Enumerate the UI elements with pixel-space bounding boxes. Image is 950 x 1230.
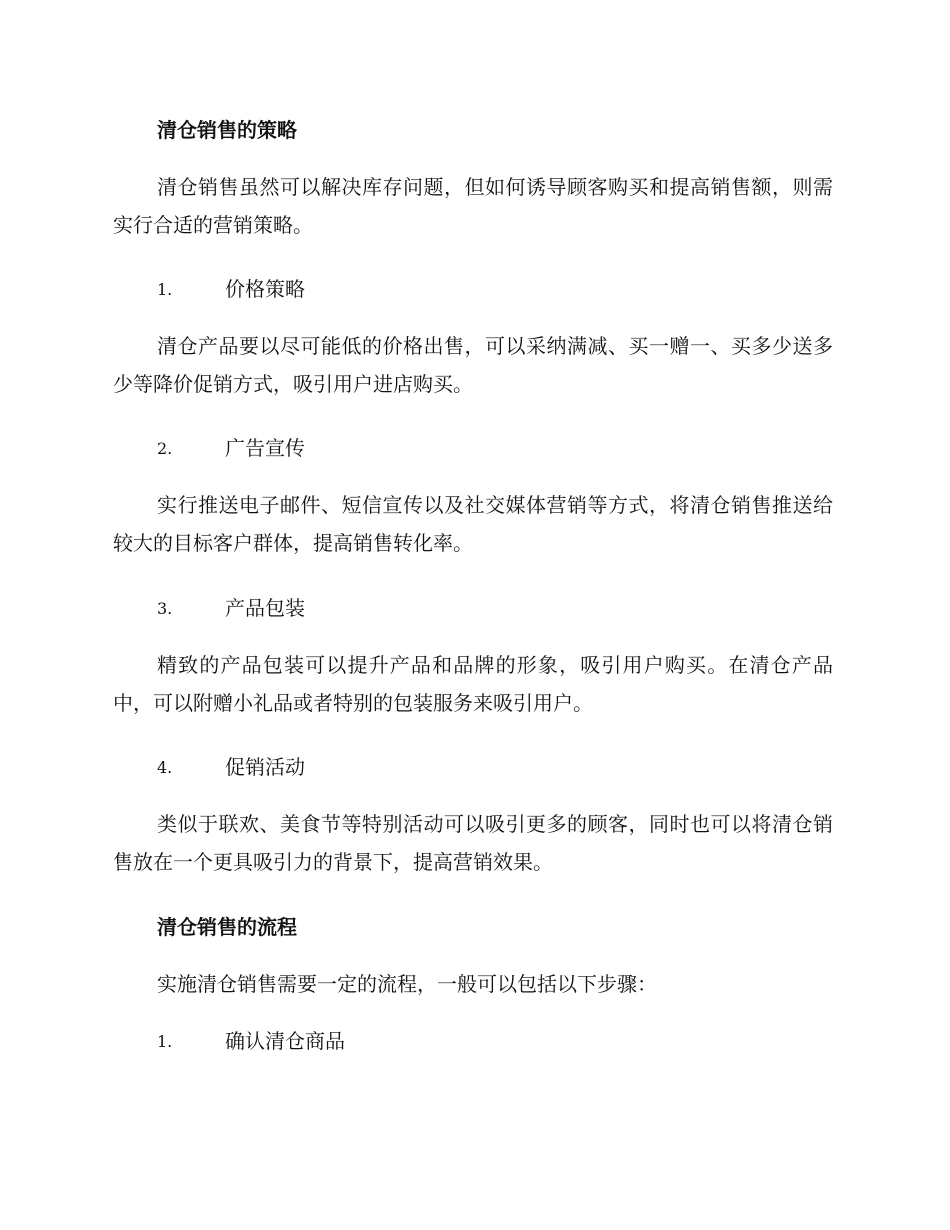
list-item-heading [157, 594, 305, 623]
list-item-title: 价格策略 [225, 277, 305, 301]
list-item-paragraph: 类似于联欢、美食节等特别活动可以吸引更多的顾客，同时也可以将清仓销售放在一个更具吸引力的背景下，提高营销效果。 [113, 812, 833, 874]
list-item-heading [157, 1027, 345, 1056]
list-item-title: 确认清仓商品 [225, 1029, 345, 1053]
list-item-number: 3. [157, 599, 173, 618]
list-item-title: 促销活动 [225, 755, 305, 779]
list-item-title: 产品包装 [225, 596, 305, 620]
section-heading-strategy: 清仓销售的策略 [157, 118, 297, 142]
section-intro-strategy: 清仓销售虽然可以解决库存问题，但如何诱导顾客购买和提高销售额，则需实行合适的营销策略。 [113, 175, 833, 237]
section-heading-process: 清仓销售的流程 [157, 915, 297, 939]
section-intro-process: 实施清仓销售需要一定的流程，一般可以包括以下步骤： [157, 972, 657, 996]
list-item-paragraph: 清仓产品要以尽可能低的价格出售，可以采纳满减、买一赠一、买多少送多少等降价促销方式，吸引用户进店购买。 [113, 334, 833, 396]
list-item-heading [157, 753, 305, 782]
list-item-heading [157, 275, 305, 304]
list-item-number: 1. [157, 280, 173, 299]
list-item-heading [157, 434, 305, 463]
list-item-paragraph: 实行推送电子邮件、短信宣传以及社交媒体营销等方式，将清仓销售推送给较大的目标客户群体，提高销售转化率。 [113, 493, 833, 555]
list-item-number: 1. [157, 1032, 173, 1051]
list-item-paragraph: 精致的产品包装可以提升产品和品牌的形象，吸引用户购买。在清仓产品中，可以附赠小礼品或者特别的包装服务来吸引用户。 [113, 653, 833, 715]
list-item-number: 4. [157, 758, 173, 777]
list-item-number: 2. [157, 439, 173, 458]
list-item-title: 广告宣传 [225, 436, 305, 460]
